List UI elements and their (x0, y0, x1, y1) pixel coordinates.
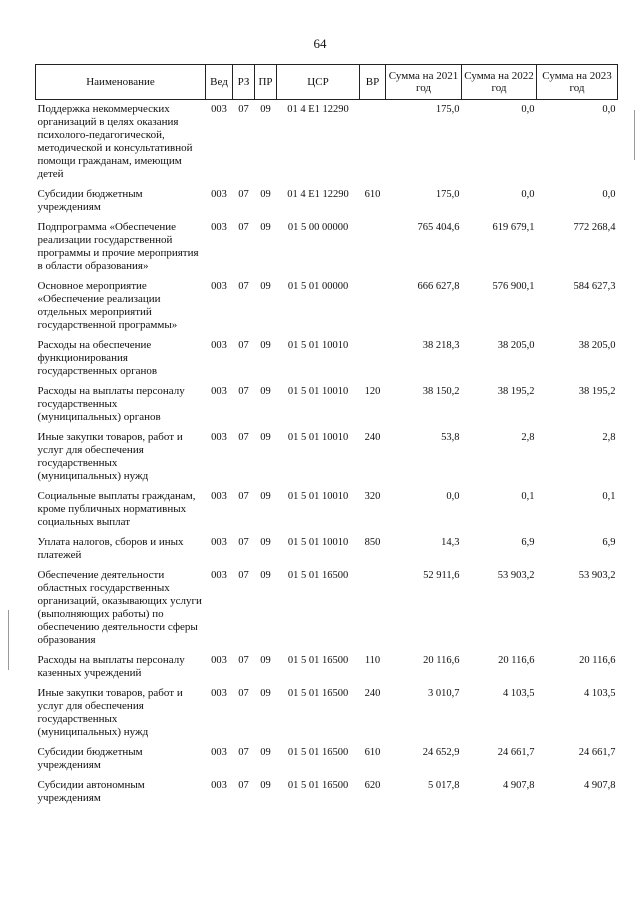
row-sum-2023: 0,0 (602, 104, 616, 115)
row-ved: 003 (211, 432, 227, 443)
header-sum-2022: Сумма на 2022 год (462, 65, 537, 100)
row-sum-2022: 38 195,2 (497, 386, 535, 397)
row-sum-2022: 4 103,5 (503, 688, 535, 699)
row-pr: 09 (260, 222, 271, 233)
row-sum-2021: 3 010,7 (428, 688, 460, 699)
budget-table (35, 64, 618, 809)
row-pr: 09 (260, 570, 271, 581)
row-pr: 09 (260, 780, 271, 791)
row-rz: 07 (238, 780, 249, 791)
row-sum-2023: 38 205,0 (578, 340, 616, 351)
row-sum-2023: 0,1 (602, 491, 616, 502)
row-vr (360, 218, 386, 277)
row-name: Поддержка некоммерческих организаций в целях оказания психолого-педагогической, методической и консультативной помощи гражданам, имеющим детей (37, 103, 193, 180)
row-name: Основное мероприятие «Обеспечение реализации отдельных мероприятий государственной программы» (37, 280, 178, 331)
row-sum-2021: 5 017,8 (428, 780, 460, 791)
table-row (36, 684, 618, 743)
row-vr: 240 (364, 432, 381, 443)
row-sum-2021: 53,8 (441, 432, 460, 443)
row-csr: 01 5 01 16500 (287, 747, 349, 758)
row-sum-2023: 53 903,2 (578, 570, 616, 581)
row-rz: 07 (238, 340, 249, 351)
table-body (36, 100, 618, 810)
row-sum-2021: 666 627,8 (417, 281, 460, 292)
row-csr: 01 5 00 00000 (287, 222, 349, 233)
row-ved: 003 (211, 491, 227, 502)
row-vr (360, 566, 386, 651)
row-name: Обеспечение деятельности областных государственных организаций, оказывающих услуги (выполняющих работы) по обеспечению деятельности сферы образования (37, 569, 202, 646)
row-sum-2023: 4 103,5 (584, 688, 616, 699)
row-sum-2022: 576 900,1 (492, 281, 535, 292)
row-ved: 003 (211, 340, 227, 351)
row-vr (360, 100, 386, 186)
row-sum-2021: 38 218,3 (422, 340, 460, 351)
scan-edge-mark (634, 110, 635, 160)
row-ved: 003 (211, 655, 227, 666)
row-sum-2022: 0,0 (521, 104, 535, 115)
row-sum-2021: 38 150,2 (422, 386, 460, 397)
row-name: Субсидии автономным учреждениям (37, 779, 145, 804)
header-sum-2021: Сумма на 2021 год (386, 65, 462, 100)
row-rz: 07 (238, 688, 249, 699)
row-ved: 003 (211, 747, 227, 758)
table-header (36, 65, 618, 100)
row-csr: 01 5 01 00000 (287, 281, 349, 292)
header-name: Наименование (36, 65, 206, 100)
page-number: 64 (313, 36, 327, 51)
header-sum-2023: Сумма на 2023 год (537, 65, 618, 100)
row-name: Субсидии бюджетным учреждениям (37, 188, 143, 213)
row-sum-2022: 53 903,2 (497, 570, 535, 581)
row-rz: 07 (238, 222, 249, 233)
row-vr: 620 (364, 780, 381, 791)
row-pr: 09 (260, 104, 271, 115)
row-vr: 110 (364, 655, 381, 666)
row-sum-2022: 38 205,0 (497, 340, 535, 351)
table-row (36, 218, 618, 277)
row-pr: 09 (260, 386, 271, 397)
scan-edge-mark (8, 610, 9, 670)
row-vr: 610 (364, 189, 381, 200)
row-sum-2023: 2,8 (602, 432, 616, 443)
row-csr: 01 5 01 10010 (287, 537, 349, 548)
table-row (36, 185, 618, 218)
row-ved: 003 (211, 570, 227, 581)
row-name: Иные закупки товаров, работ и услуг для обеспечения государственных (муниципальных) нужд (37, 687, 183, 738)
row-sum-2021: 24 652,9 (422, 747, 460, 758)
row-csr: 01 5 01 16500 (287, 688, 349, 699)
row-vr (360, 336, 386, 382)
row-sum-2021: 175,0 (435, 189, 460, 200)
row-pr: 09 (260, 537, 271, 548)
row-name: Уплата налогов, сборов и иных платежей (37, 536, 184, 561)
row-ved: 003 (211, 189, 227, 200)
row-sum-2021: 0,0 (446, 491, 460, 502)
row-sum-2023: 4 907,8 (584, 780, 616, 791)
row-vr: 240 (364, 688, 381, 699)
row-sum-2022: 0,1 (521, 491, 535, 502)
row-sum-2023: 0,0 (602, 189, 616, 200)
row-rz: 07 (238, 189, 249, 200)
row-ved: 003 (211, 281, 227, 292)
table-row (36, 100, 618, 186)
row-sum-2021: 20 116,6 (423, 655, 460, 666)
row-pr: 09 (260, 655, 271, 666)
row-name: Подпрограмма «Обеспечение реализации государственной программы и прочие мероприятия в области образования» (37, 221, 199, 272)
row-sum-2021: 175,0 (435, 104, 460, 115)
row-name: Субсидии бюджетным учреждениям (37, 746, 143, 771)
row-sum-2023: 38 195,2 (578, 386, 616, 397)
row-vr: 120 (364, 386, 381, 397)
row-vr: 850 (364, 537, 381, 548)
row-ved: 003 (211, 780, 227, 791)
row-sum-2022: 6,9 (521, 537, 535, 548)
row-csr: 01 4 E1 12290 (287, 189, 349, 200)
row-pr: 09 (260, 688, 271, 699)
row-sum-2022: 24 661,7 (497, 747, 535, 758)
row-sum-2023: 772 268,4 (573, 222, 616, 233)
row-name: Расходы на обеспечение функционирования государственных органов (37, 339, 158, 377)
row-rz: 07 (238, 386, 249, 397)
row-sum-2023: 6,9 (602, 537, 616, 548)
row-vr: 320 (364, 491, 381, 502)
row-csr: 01 5 01 16500 (287, 570, 349, 581)
row-name: Расходы на выплаты персоналу государственных (муниципальных) органов (37, 385, 185, 423)
row-csr: 01 5 01 16500 (287, 780, 349, 791)
table-row (36, 533, 618, 566)
row-pr: 09 (260, 432, 271, 443)
row-sum-2022: 0,0 (521, 189, 535, 200)
row-vr: 610 (364, 747, 381, 758)
row-pr: 09 (260, 189, 271, 200)
row-rz: 07 (238, 281, 249, 292)
row-csr: 01 4 E1 12290 (287, 104, 349, 115)
row-name: Расходы на выплаты персоналу казенных учреждений (37, 654, 185, 679)
row-pr: 09 (260, 340, 271, 351)
header-rz: РЗ (233, 65, 255, 100)
row-sum-2022: 2,8 (521, 432, 535, 443)
row-pr: 09 (260, 491, 271, 502)
row-csr: 01 5 01 10010 (287, 340, 349, 351)
table-row (36, 428, 618, 487)
row-rz: 07 (238, 570, 249, 581)
row-csr: 01 5 01 10010 (287, 432, 349, 443)
table-row (36, 566, 618, 651)
table-row (36, 382, 618, 428)
table-row (36, 651, 618, 684)
row-rz: 07 (238, 747, 249, 758)
row-ved: 003 (211, 104, 227, 115)
row-rz: 07 (238, 537, 249, 548)
row-sum-2023: 584 627,3 (573, 281, 616, 292)
header-vr: ВР (360, 65, 386, 100)
row-ved: 003 (211, 537, 227, 548)
row-ved: 003 (211, 222, 227, 233)
header-pr: ПР (255, 65, 277, 100)
row-sum-2021: 52 911,6 (423, 570, 460, 581)
row-rz: 07 (238, 655, 249, 666)
row-csr: 01 5 01 10010 (287, 386, 349, 397)
row-sum-2023: 20 116,6 (579, 655, 616, 666)
table-row (36, 487, 618, 533)
row-ved: 003 (211, 688, 227, 699)
row-ved: 003 (211, 386, 227, 397)
table-row (36, 743, 618, 776)
row-sum-2023: 24 661,7 (578, 747, 616, 758)
row-vr (360, 277, 386, 336)
row-rz: 07 (238, 432, 249, 443)
row-pr: 09 (260, 281, 271, 292)
table-row (36, 277, 618, 336)
header-row (36, 65, 618, 100)
header-ved: Вед (206, 65, 233, 100)
row-csr: 01 5 01 10010 (287, 491, 349, 502)
row-name: Иные закупки товаров, работ и услуг для обеспечения государственных (муниципальных) нужд (37, 431, 183, 482)
row-sum-2022: 20 116,6 (498, 655, 535, 666)
row-sum-2021: 14,3 (441, 537, 460, 548)
row-pr: 09 (260, 747, 271, 758)
header-csr: ЦСР (277, 65, 360, 100)
row-sum-2021: 765 404,6 (417, 222, 460, 233)
row-sum-2022: 619 679,1 (492, 222, 535, 233)
table-row (36, 336, 618, 382)
row-name: Социальные выплаты гражданам, кроме публичных нормативных социальных выплат (37, 490, 196, 528)
row-rz: 07 (238, 104, 249, 115)
row-sum-2022: 4 907,8 (503, 780, 535, 791)
row-rz: 07 (238, 491, 249, 502)
row-csr: 01 5 01 16500 (287, 655, 349, 666)
table-row (36, 776, 618, 809)
